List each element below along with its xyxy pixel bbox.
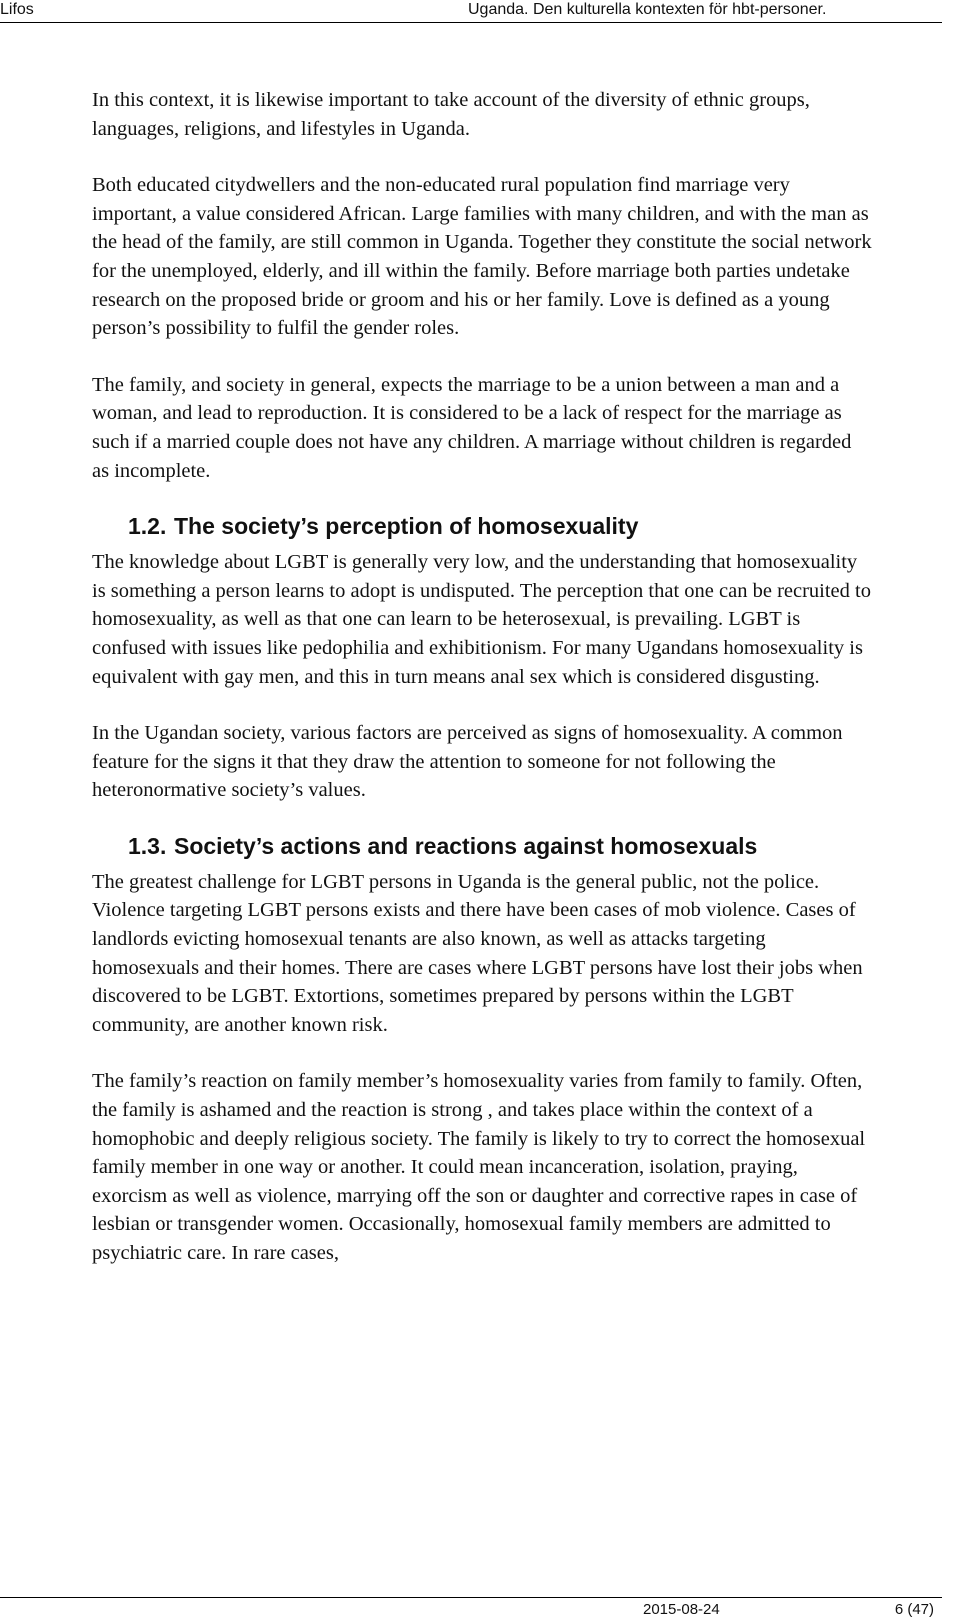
footer-date: 2015-08-24 <box>643 1601 720 1618</box>
paragraph: In this context, it is likewise important to take account of the diversity of ethnic groups, languages, religions, and lifestyles in Uganda. <box>92 89 810 140</box>
page-number: 6 (47) <box>894 1601 934 1618</box>
section-title: The society’s perception of homosexuality <box>174 513 639 540</box>
paragraph: In the Ugandan society, various factors are perceived as signs of homosexuality. A common feature for the signs it that they draw the attention to someone for not following the heteronormative society’s values. <box>92 722 843 802</box>
section-title: Society’s actions and reactions against homosexuals <box>174 832 758 859</box>
section-number: 1.3. <box>128 832 167 859</box>
header-source: Lifos <box>0 1 34 18</box>
paragraph: The family’s reaction on family member’s homosexuality varies from family to family. Often, the family is ashamed and the reaction is strong , and takes place within the context of a homophobic and deeply religious society. The family is likely to try to correct the homosexual family member in one way or another. It could mean incanceration, isolation, praying, exorcism as well as violence, marrying off the son or daughter and corrective rapes in case of lesbian or transgender women. Occasionally, homosexual family members are admitted to psychiatric care. In rare cases, <box>92 1070 866 1264</box>
paragraph: The knowledge about LGBT is generally very low, and the understanding that homosexuality is something a person learns to adopt is undisputed. The perception that one can be recruited to homosexuality, as well as that one can learn to be heterosexual, is prevailing. LGBT is confused with issues like pedophilia and exhibitionism. For many Ugandans homosexuality is equivalent with gay men, and this in turn means anal sex which is considered disgusting. <box>92 551 871 688</box>
section-heading-1-3 <box>92 831 872 862</box>
paragraph: Both educated citydwellers and the non-educated rural population find marriage very important, a value considered African. Large families with many children, and with the man as the head of the family, are still common in Uganda. Together they constitute the social network for the unemployed, elderly, and ill within the family. Before marriage both parties undetake research on the proposed bride or groom and his or her family. Love is defined as a young person’s possibility to fulfil the gender roles. <box>92 174 872 340</box>
section-heading-1-2 <box>92 511 872 542</box>
paragraph: The family, and society in general, expects the marriage to be a union between a man and a woman, and lead to reproduction. It is considered to be a lack of respect for the marriage as such if a married couple does not have any children. A marriage without children is regarded as incomplete. <box>92 373 852 482</box>
document-body <box>92 86 872 1296</box>
page-header <box>0 0 942 23</box>
page-footer <box>0 1597 942 1622</box>
section-number: 1.2. <box>128 513 167 540</box>
header-title: Uganda. Den kulturella kontexten för hbt-personer. <box>468 1 827 18</box>
paragraph: The greatest challenge for LGBT persons in Uganda is the general public, not the police. Violence targeting LGBT persons exists and there have been cases of mob violence. Cases of landlords evicting homosexual tenants are also known, as well as attacks targeting homosexuals and their homes. There are cases where LGBT persons have lost their jobs when discovered to be LGBT. Extortions, sometimes prepared by persons within the LGBT community, are another known risk. <box>92 870 863 1036</box>
